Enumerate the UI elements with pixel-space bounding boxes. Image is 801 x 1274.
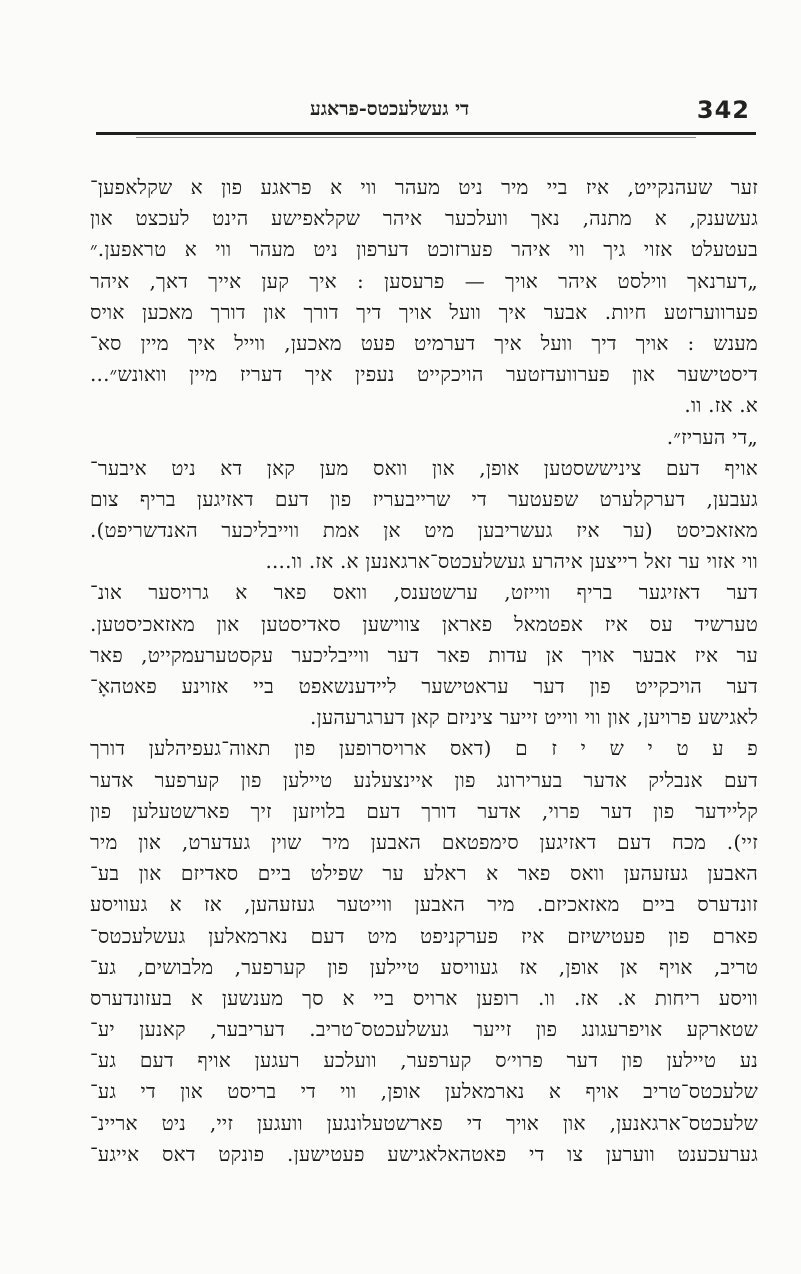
text-line: זער שעהנקייט, איז ביי מיר ניט מעהר ווי א פראגע פון א שקלאפען־: [90, 175, 758, 199]
text-line: דער דאזיגער בריף ווייזט, ערשטענס, וואס פאר א גרויסער אונ־: [90, 580, 758, 605]
text-line: געשענק, א מתנה, נאך וועלכער איהר שקלאפישע הינט לעכצט און: [90, 206, 758, 231]
text-line: לאגישע פרויען, און ווי ווייט זייער ציניזם קאן דערגרעהען.: [310, 705, 758, 730]
running-title: די געשלעכטס-פראגע: [310, 98, 470, 120]
text-line: זונדערס ביים מאזאכיזם. מיר האבען ווייטער געזעהען, אז א געוויסע: [90, 892, 758, 917]
text-line: א. אז. וו.: [684, 393, 758, 418]
text-line: דער הויכקייט פון דער עראטישער ליידענשאפט ביי אזוינע פאטהאָ־: [90, 674, 758, 698]
running-head: [96, 92, 756, 136]
text-line: בעטעלט אזוי גיך ווי איהר פערזוכט דערפון ניט מעהר ווי א טראפען.״: [90, 237, 758, 262]
text-line: שטארקע אויפרעגונג פון זייער געשלעכטס־טריב. דעריבער, קאנען יע־: [90, 1017, 758, 1042]
text-line: פ ע ט י ש י ז ם (דאס ארויסרופען פון תאוה־געפיהלען דורך: [90, 736, 758, 761]
text-line: „דערנאך ווילסט איהר אויך — פרעסען : איך קען אייך דאך, איהר: [90, 268, 758, 293]
text-line: זיי). מכח דעם דאזיגען סימפטאם האבען מיר שוין געדערט, און מיר: [90, 829, 758, 854]
text-line: אויף דעם ציניששסטען אופן, און וואס מען קאן דא ניט איבער־: [90, 455, 758, 480]
text-line: גערעכענט ווערען צו די פאטהאלאגישע פעטישען. פונקט דאס אייגע־: [90, 1141, 758, 1166]
text-line: טערשיד עס איז אפטמאל פאראן צווישען סאדיסטען און מאזאכיסטען.: [90, 611, 758, 636]
text-line: שלעכטס־ארגאנען, און אויך די פארשטעלונגען וועגען זיי, ניט אריינ־: [90, 1110, 758, 1135]
text-line: ווי אזוי ער זאל רייצען איהרע געשלעכטס־ארגאנען א. אז. וו....: [265, 549, 758, 574]
header-rule-shadow: [136, 137, 696, 138]
header-rule: [96, 132, 756, 135]
page-number: 342: [696, 96, 750, 124]
text-line: געבען, דערקלערט שפעטער די שרייבעריז פון דעם דאזיגען בריף צום: [90, 486, 758, 511]
text-line: מאזאכיסט (ער איז געשריבען מיט אן אמת ווייבליכער האנדשריפט).: [90, 518, 758, 543]
text-line: דיסטישער און פערוועדזטער הויכקייט נעפין איך דעריז מיין וואונש״...: [90, 362, 758, 387]
text-line: דעם אנבליק אדער בערירונג פון איינצעלנע טיילען פון קערפער אדער: [90, 767, 758, 792]
signature-line: „די העריז״.: [666, 424, 758, 449]
text-line: נע טיילען פון דער פרוי׳ס קערפער, וועלכע רעגען אויף דעם גע־: [90, 1048, 758, 1073]
text-line: פארם פון פעטישיזם איז פערקניפט מיט דעם נארמאלען געשלעכטס־: [90, 923, 758, 948]
body-text: [90, 172, 758, 1170]
text-line: מענש : אויך דיך וועל איך דערמיט פעט מאכען, ווייל איך מיין סא־: [90, 330, 758, 355]
text-line: האבען געזעהען וואס פאר א ראלע ער שפילט ביים סאדיזם און בע־: [90, 861, 758, 886]
text-line: וויסע ריחות א. אז. וו. רופען ארויס ביי א סך מענשען א בעזונדערס: [90, 985, 758, 1010]
text-line: טריב, אויף אן אופן, אז געוויסע טיילען פון קערפער, מלבושים, גע־: [90, 954, 758, 979]
text-line: ער איז אבער אויך אן עדות פאר דער ווייבליכער עקסטערעמקייט, פאר: [90, 642, 758, 667]
text-line: פערווערזטע חיות. אבער איך וועל אויך דיך דורך און דורך מאכען אויס: [90, 299, 758, 324]
text-line: שלעכטס־טריב אויף א נארמאלען אופן, ווי די בריסט און די גע־: [90, 1079, 758, 1104]
text-line: קליידער פון דער פרוי, אדער דורך דעם בלויזען זיך פארשטעלען פון: [90, 798, 758, 823]
